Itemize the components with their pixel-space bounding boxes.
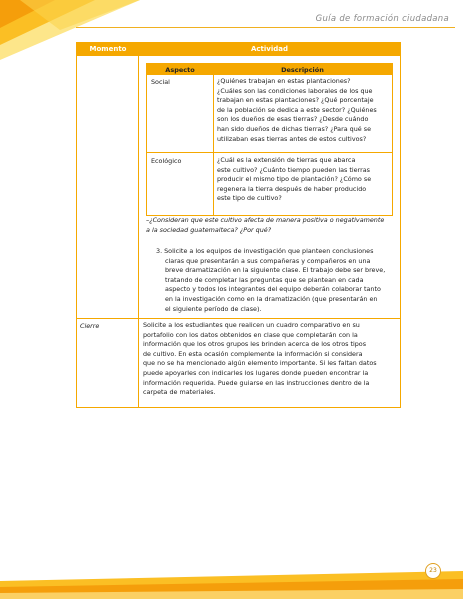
description-line: producir el mismo tipo de plantación? ¿Cómo se [217, 175, 372, 184]
description-line: ¿Cuáles son las condiciones laborales de los que [217, 86, 373, 95]
running-header: Guía de formación ciudadana [315, 14, 449, 24]
step-line: claras que presentarán a sus compañeras y compañeros en una [165, 256, 371, 265]
step-line: aspecto y todos los integrantes del equipo deberán colaborar tanto [165, 285, 381, 294]
closing-line: puede apoyarles con indicarles los lugares donde pueden encontrar la [143, 368, 369, 377]
aspect-social-description [217, 77, 389, 144]
description-line: trabajan en estas plantaciones? ¿Qué porcentaje [217, 96, 374, 105]
activity-table [76, 42, 401, 408]
col-moment-header: Momento [89, 45, 127, 53]
closing-instructions [143, 321, 399, 398]
aspect-social-label: Social [151, 78, 170, 86]
step-line: en la investigación como en la dramatización (que presentarán en [165, 294, 378, 303]
step-line: tratando de completar las preguntas que se plantean en cada [165, 275, 364, 284]
description-line: utilizaban esas tierras antes de estos cultivos? [217, 134, 367, 143]
closing-line: información requerida. Puede guiarse en las instrucciones dentro de la [143, 378, 370, 387]
description-line: este cultivo? ¿Cuánto tiempo pueden las tierras [217, 165, 370, 174]
aspect-column-divider [213, 75, 214, 215]
step-3-instructions [156, 247, 396, 314]
aspect-ecological-description [217, 156, 389, 204]
header-rule [76, 27, 455, 28]
aspect-row-divider [147, 152, 392, 153]
col-description-header: Descripción [281, 65, 324, 74]
step-line: el siguiente período de clase). [165, 304, 262, 313]
description-line: regenera la tierra después de haber producido [217, 184, 367, 193]
aspect-ecological-label: Ecológico [151, 157, 182, 165]
column-divider [138, 56, 139, 407]
footer-band [0, 571, 463, 599]
closing-line: carpeta de materiales. [143, 388, 216, 397]
closing-line: portafolio con los datos obtenidos en clase que completarán con la [143, 330, 358, 339]
aspect-table [146, 63, 393, 216]
activity-table-header [77, 43, 400, 56]
col-activity-header: Actividad [250, 45, 289, 53]
page-number: 23 [425, 563, 441, 579]
aspect-table-header [147, 64, 392, 75]
row-divider [77, 318, 400, 319]
closing-line: de cultivo. En esta ocasión complemente la información si considera [143, 349, 363, 358]
step-line: breve dramatización en la siguiente clase. El trabajo debe ser breve, [165, 266, 386, 275]
reflection-question [146, 216, 396, 235]
question-line: –¿Consideran que este cultivo afecta de manera positiva o negativamente [146, 216, 385, 224]
description-line: han sido dueños de dichas tierras? ¿Para qué se [217, 124, 372, 133]
description-line: ¿Quiénes trabajan en estas plantaciones? [217, 77, 351, 85]
description-line: ¿Cuál es la extensión de tierras que abarca [217, 156, 356, 164]
col-aspect-header: Aspecto [165, 65, 195, 74]
closing-line: información que los otros grupos les brinden acerca de los otros tipos [143, 340, 367, 349]
description-line: este tipo de cultivo? [217, 194, 282, 203]
step-line: 3. Solicite a los equipos de investigación que planteen conclusiones [156, 247, 374, 255]
description-line: de la población se dedica a este sector? ¿Quiénes [217, 105, 377, 114]
question-line: a la sociedad guatemalteca? ¿Por qué? [146, 225, 272, 234]
closing-line: Solicite a los estudiantes que realicen un cuadro comparativo en su [143, 321, 360, 329]
closing-line: que no se ha mencionado algún elemento importante. Si les faltan datos [143, 359, 377, 368]
moment-closing-label: Cierre [80, 322, 100, 330]
description-line: son los dueños de esas tierras? ¿Desde cuándo [217, 115, 369, 124]
